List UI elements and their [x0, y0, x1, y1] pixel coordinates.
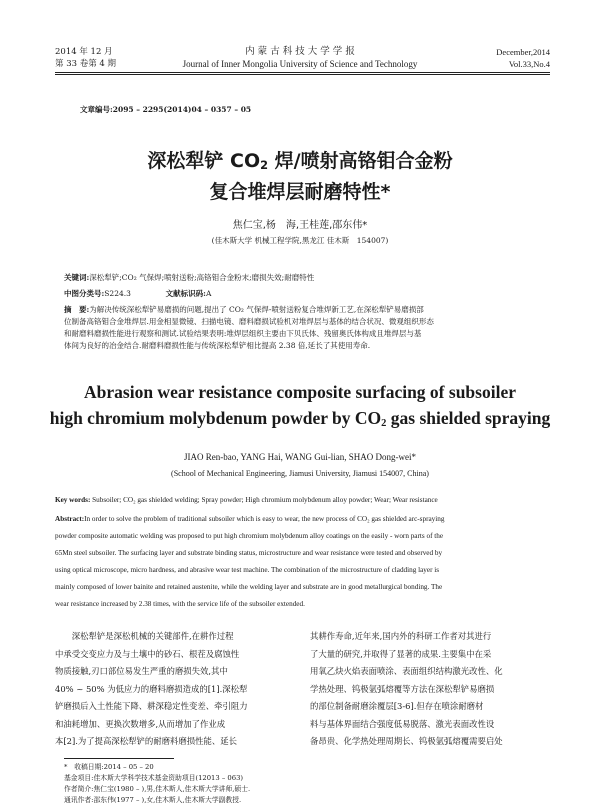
en-abstract-label: Abstract: — [55, 515, 85, 523]
en-affiliation: (School of Mechanical Engineering, Jiamusi University, Jiamusi 154007, China) — [171, 469, 429, 478]
volume-issue-en: Vol.33,No.4 — [508, 59, 550, 69]
journal-date — [55, 46, 116, 70]
cn-title-line2: 复合堆焊层耐磨特性* — [209, 181, 391, 203]
issue-date: 2014 年 12 月 — [55, 47, 113, 57]
body-line: 和油耗增加、更换次数增多,从而增加了作业成 — [55, 718, 226, 729]
en-title-part2: gas shielded spraying — [386, 408, 551, 428]
en-abstract-line: using optical microscope, micro hardness, and abrasive wear test machine. The combination of the microstructure of cladding layer is — [55, 566, 440, 574]
footnote — [64, 762, 250, 806]
header-rule-2 — [55, 74, 550, 75]
cn-title-sub: 2 — [260, 158, 269, 172]
cn-title-part1: 深松犁铲 CO — [147, 150, 261, 172]
journal-title — [150, 46, 450, 70]
en-keywords-row — [55, 494, 550, 506]
footnote-corresponding: 通讯作者:邵东伟(1977 – ),女,佳木斯人,佳木斯大学副教授. — [64, 796, 242, 804]
en-abstract-line: 65Mn steel subsoiler. The surfacing layer and substrate binding status, microstructure and wear resistance were tested and observed by — [55, 549, 443, 557]
cn-keywords: 深松犁铲;CO₂ 气保焊;喷射送粉;高铬钼合金粉末;磨损失效;耐磨特性 — [89, 273, 315, 282]
en-abstract-line: mainly composed of lower bainite and retained austenite, while the welding layer and substrate are in good metallurgical bonding. The — [55, 583, 443, 591]
cn-title-part2: 焊/喷射高铬钼合金粉 — [268, 150, 453, 172]
footnote-received: * 收稿日期:2014 – 05 – 20 — [64, 763, 154, 771]
en-authors: JIAO Ren-bao, YANG Hai, WANG Gui-lian, SHAO Dong-wei* — [184, 452, 416, 462]
body-line: 备昂贵、化学热处理周期长、钨极氩弧熔覆需要启处 — [310, 736, 503, 746]
body-line: 其耕作寿命,近年来,国内外的科研工作者对其进行 — [310, 631, 492, 641]
issue-date-en: December,2014 — [496, 47, 550, 57]
body-line: 用氧乙炔火焰表面喷涂、表面组织结构激光改性、化 — [310, 666, 503, 676]
en-title-sub: 2 — [381, 418, 387, 429]
body-left-column — [55, 628, 295, 751]
body-line: 本[2].为了提高深松犁铲的耐磨料磨损性能、延长 — [55, 736, 238, 746]
cn-abstract — [64, 304, 544, 352]
footnote-fund: 基金项目:佳木斯大学科学技术基金资助项目(12013 – 063) — [64, 774, 244, 782]
cn-title-line1 — [0, 146, 600, 173]
cn-abstract-label: 摘 要: — [64, 305, 90, 314]
body-line: 了大量的研究,并取得了显著的成果.主要集中在采 — [310, 648, 492, 659]
journal-name-cn: 内 蒙 古 科 技 大 学 学 报 — [245, 46, 355, 57]
en-title-line1: Abrasion wear resistance composite surfacing of subsoiler — [84, 382, 516, 402]
body-line: 铲磨损后入土性能下降、耕深稳定性变差、牵引阻力 — [55, 701, 248, 711]
body-line: 学热处理、钨极氩弧熔覆等方法在深松犁铲易磨损 — [310, 683, 495, 694]
en-abstract — [55, 511, 550, 613]
en-keywords-label: Key words: — [55, 496, 91, 504]
en-abstract-line: wear resistance increased by 2.38 times, with the service life of the subsoiler extended. — [55, 600, 305, 608]
body-line: 的部位制备耐磨涂覆层[3-6].但存在喷涂耐磨材 — [310, 701, 484, 711]
en-abstract-line: Abstract:In order to solve the problem of traditional subsoiler which is easy to wear, the new process of CO₂ gas shielded arc-spraying — [55, 515, 445, 523]
cn-class-row — [64, 288, 544, 300]
cn-authors: 焦仁宝,杨 海,王桂莲,邵东伟* — [232, 220, 368, 231]
footnote-author: 作者简介:焦仁宝(1980 – ),男,佳木斯人,佳木斯大学讲师,硕士. — [64, 785, 251, 793]
en-abstract-line: powder composite automatic welding was proposed to put high chromium molybdenum alloy coatings on the easily - worn parts of the — [55, 532, 444, 540]
cn-doc-label: 文献标识码: — [165, 289, 206, 298]
cn-affiliation: (佳木斯大学 机械工程学院,黑龙江 佳木斯 154007) — [211, 236, 389, 245]
body-line: 物质接触,刃口部位易发生严重的磨损失效,其中 — [55, 666, 228, 676]
article-number: 文章编号:2095 – 2295(2014)04 – 0357 – 05 — [80, 105, 252, 114]
body-right-column — [310, 628, 550, 751]
cn-class-label: 中图分类号: — [64, 289, 105, 298]
header-rule — [55, 72, 550, 73]
cn-doc: A — [205, 289, 212, 298]
body-line: 深松犁铲是深松机械的关键部件,在耕作过程 — [55, 631, 234, 641]
cn-abstract-line: 位制备高铬钼合金堆焊层.用金相显微镜、扫描电镜、磨料磨损试验机对堆焊层与基体的结合状况、微观组织形态 — [64, 317, 434, 326]
body-line: 40% ~ 50% 为低应力的磨料磨损造成的[1].深松犁 — [55, 683, 248, 694]
en-title-line2 — [0, 408, 600, 429]
cn-keywords-label: 关键词: — [64, 273, 90, 282]
cn-abstract-line: 体间为良好的冶金结合.耐磨料磨损性能与传统深松犁铲相比提高 2.38 倍,延长了其使用寿命. — [64, 341, 371, 350]
cn-abstract-line: 和耐磨料磨损性能进行观察和测试.试验结果表明:堆焊层组织主要由下贝氏体、残留奥氏体构成且堆焊层与基 — [64, 329, 422, 338]
body-line: 中承受交变应力及与土壤中的砂石、根茬及腐蚀性 — [55, 648, 240, 659]
journal-date-en — [450, 46, 550, 70]
cn-class: S224.3 — [104, 289, 131, 298]
cn-abstract-line: 摘 要:为解决传统深松犁铲易磨损的问题,提出了 CO₂ 气保焊-喷射送粉复合堆焊新工艺,在深松犁铲易磨损部 — [64, 305, 424, 314]
en-keywords: Subsoiler; CO₂ gas shielded welding; Spray powder; High chromium molybdenum alloy powder; Wear; Wear resistance — [92, 496, 438, 504]
en-title-part1: high chromium molybdenum powder by CO — [49, 408, 382, 428]
cn-keywords-row — [64, 272, 544, 284]
volume-issue: 第 33 卷第 4 期 — [55, 59, 117, 69]
body-line: 料与基体界面结合强度低易脱落、激光表面改性设 — [310, 718, 495, 729]
footnote-rule — [64, 758, 174, 759]
journal-name-en: Journal of Inner Mongolia University of Science and Technology — [182, 59, 418, 69]
